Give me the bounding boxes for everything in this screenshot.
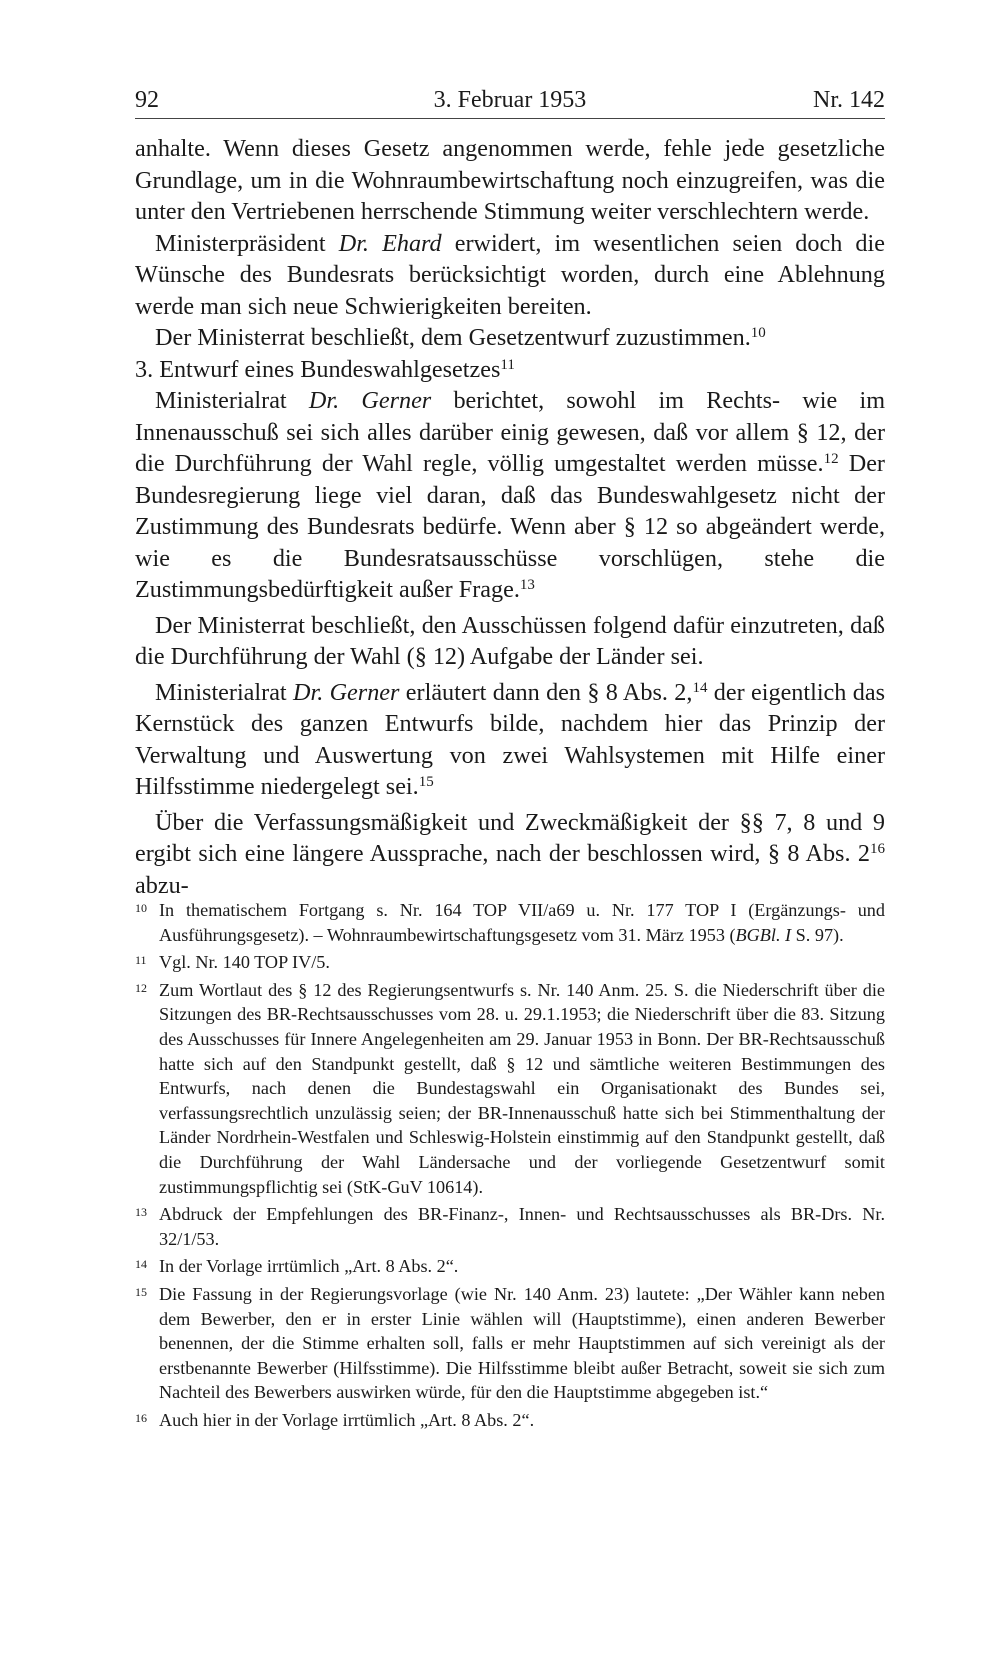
document-page (135, 82, 886, 1430)
footnote-text: Die Fassung in der Regierungsvorlage (wie Nr. 140 Anm. 23) lautete: „Der Wähler kann neben dem Bewerber, den er in erster Linie wählen will (Hauptstimme), einen anderen Bewerber benennen, der die Stimme erhalten soll, falls er mehr Hauptstimmen auf sich vereinigt als der erstbenannte Bewerber (Hilfsstimme). Die Hilfsstimme bleibt außer Betracht, soweit sie sich zum Nachteil des Bewerbers auswirken würde, für den die Hauptstimme abgegeben ist.“ (159, 1283, 885, 1403)
running-header (135, 82, 885, 119)
person-name: Dr. Gerner (293, 678, 400, 706)
footnote-ref[interactable]: 10 (750, 324, 766, 341)
footnote (135, 1408, 885, 1433)
footnote-ref[interactable]: 12 (823, 450, 839, 467)
footnote-number: 12 (135, 980, 147, 995)
page-number: 92 (135, 87, 159, 113)
paragraph-text: erläutert dann den § 8 Abs. 2, (399, 678, 693, 706)
footnote-text: Zum Wortlaut des § 12 des Regierungsentwurfs s. Nr. 140 Anm. 25. S. die Niederschrift über die Sitzungen des BR-Rechtsausschusses vom 28. u. 29.1.1953; die Niederschrift über die 83. Sitzung des Ausschusses für Innere Angelegenheiten am 29. Januar 1953 in Bonn. Der BR-Rechtsausschuß hatte sich auf den Standpunkt gestellt, daß § 12 und sämtliche weiteren Bestimmungen des Entwurfs, nach denen die Bundestagswahl ein Organisationakt des Bundes sei, verfassungsrechtlich unzulässig seien; der BR-Innenausschuß hatte sich bei Stimmenthaltung der Länder Nordrhein-Westfalen und Schleswig-Holstein einstimmig auf den Standpunkt gestellt, daß die Durchführung der Wahl Ländersache und der vorliegende Gesetzentwurf somit zustimmungspflichtig sei (StK-GuV 10614). (159, 979, 885, 1197)
person-name: Dr. Ehard (338, 229, 442, 257)
paragraph-text: erwidert, im wesentlichen seien doch die Wünsche des Bundesrats berücksichtigt worden, durch eine Ablehnung werde man sich neue Schwierigkeiten bereiten. (135, 229, 885, 320)
document-number: Nr. 142 (813, 87, 885, 113)
footnote-text (159, 898, 885, 947)
footnote-ref[interactable]: 16 (870, 840, 885, 857)
footnote-text-part: In thematischem Fortgang s. Nr. 164 TOP VII/a69 u. Nr. 177 TOP I (Ergänzungs- und Ausführungsgesetz). – Wohnraumbewirtschaftungsgesetz vom 31. März 1953 ( (159, 900, 885, 945)
footnote-text-part: S. 97). (791, 924, 844, 945)
footnote-number: 10 (135, 901, 147, 915)
paragraph-decision-2 (135, 610, 885, 673)
paragraph-text: Ministerialrat (155, 678, 293, 706)
paragraph-text: anhalte. Wenn dieses Gesetz angenommen werde, fehle jede gesetzliche Grundlage, um in die Wohnraumbewirtschaftung noch einzugreifen, was die unter den Vertriebenen herrschende Stimmung weiter verschlechtern werde. (135, 135, 885, 225)
paragraph-text: der eigentlich das Kernstück des ganzen Entwurfs bilde, nachdem hier das Prinzip der Verwaltung und Auswertung von zwei Wahlsystemen mit Hilfe einer Hilfsstimme niedergelegt sei. (135, 678, 885, 800)
footnote-number: 14 (135, 1257, 147, 1272)
paragraph-text: Ministerialrat (155, 387, 309, 414)
agenda-item-heading (135, 354, 885, 386)
footnotes-section (135, 898, 885, 1435)
footnote (135, 1254, 885, 1279)
paragraph-ehard (135, 228, 885, 323)
citation-abbrev: BGBl. I (735, 924, 792, 945)
footnote (135, 898, 885, 947)
paragraph-gerner-explains (135, 677, 885, 803)
footnote-text: In der Vorlage irrtümlich „Art. 8 Abs. 2“. (159, 1256, 459, 1277)
paragraph-text: Der Ministerrat beschließt, dem Gesetzentwurf zuzustimmen. (155, 324, 751, 351)
main-text (135, 133, 885, 901)
footnote-ref[interactable]: 13 (519, 576, 535, 593)
paragraph-text: Der Bundesregierung liege viel daran, daß das Bundeswahlgesetz nicht der Zustimmung des Bundesrats bedürfe. Wenn aber § 12 so abgeändert werde, wie es die Bundesratsausschüsse vorschlügen, stehe die Zustimmungsbedürftigkeit außer Frage. (135, 450, 885, 603)
footnote (135, 978, 885, 1199)
footnote-text: Abdruck der Empfehlungen des BR-Finanz-, Innen- und Rechtsausschusses als BR-Drs. Nr. 32/1/53. (159, 1204, 885, 1249)
paragraph-text: berichtet, sowohl im Rechts- wie im Innenausschuß sei sich alles darüber einig gewesen, daß vor allem § 12, der die Durchführung der Wahl regle, völlig umgestaltet werden müsse. (135, 387, 886, 477)
footnote-number: 11 (135, 953, 147, 968)
footnote-ref[interactable]: 14 (692, 679, 708, 696)
paragraph-text: Ministerpräsident (155, 229, 339, 257)
footnote-number: 16 (135, 1410, 147, 1425)
footnote-ref[interactable]: 11 (500, 356, 515, 373)
footnote-text: Vgl. Nr. 140 TOP IV/5. (159, 952, 330, 973)
header-date: 3. Februar 1953 (433, 87, 587, 113)
heading-text: 3. Entwurf eines Bundeswahlgesetzes (135, 355, 501, 383)
footnote-ref[interactable]: 15 (418, 773, 434, 790)
paragraph-continuation (135, 133, 885, 228)
paragraph-text: Über die Verfassungsmäßigkeit und Zweckmäßigkeit der §§ 7, 8 und 9 ergibt sich eine längere Aussprache, nach der beschlossen wird, § 8 Abs. 2 (135, 808, 885, 867)
paragraph-discussion (135, 807, 885, 902)
footnote (135, 1202, 885, 1251)
paragraph-text: abzu- (135, 871, 189, 899)
footnote-number: 15 (135, 1284, 147, 1299)
paragraph-text: Der Ministerrat beschließt, den Ausschüssen folgend dafür einzutreten, daß die Durchführung der Wahl (§ 12) Aufgabe der Länder sei. (135, 611, 885, 670)
paragraph-gerner-report (135, 385, 885, 606)
footnote (135, 950, 885, 975)
footnote (135, 1282, 885, 1405)
paragraph-decision-1 (135, 322, 885, 354)
footnote-number: 13 (135, 1205, 147, 1220)
person-name: Dr. Gerner (308, 387, 432, 414)
footnote-text: Auch hier in der Vorlage irrtümlich „Art. 8 Abs. 2“. (159, 1409, 535, 1430)
